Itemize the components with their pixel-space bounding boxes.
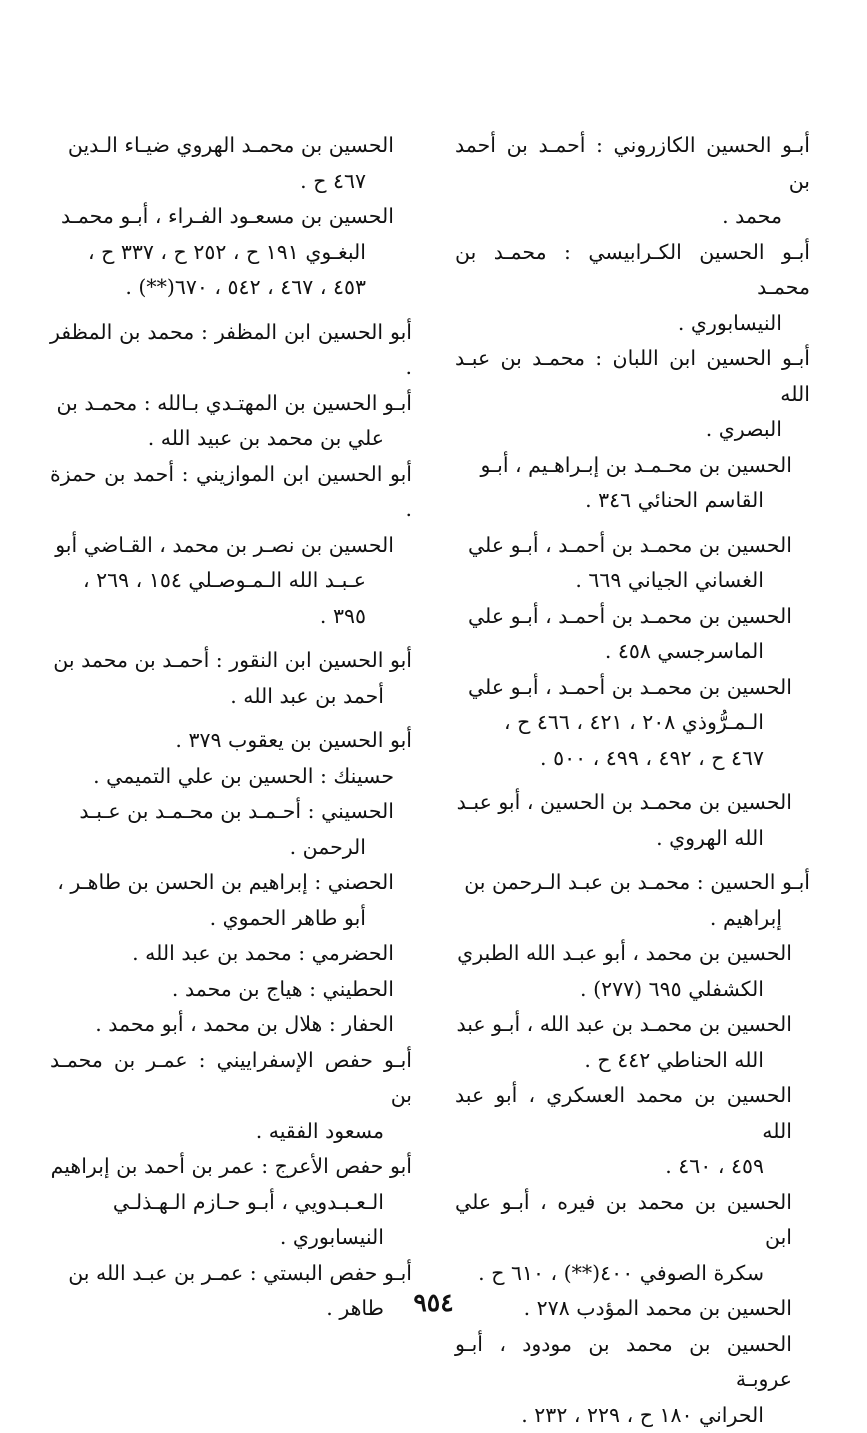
entry-continuation: ٤٦٧ ح . (50, 164, 394, 200)
index-entry (455, 528, 810, 599)
index-entry (455, 128, 810, 235)
index-entry (455, 785, 810, 856)
entry-heading: أبو الحسين بن يعقوب ٣٧٩ . (175, 728, 412, 752)
entry-heading: أبـو الحسين بن المهتـدي بـالله : محمـد بن (57, 391, 412, 415)
index-entry (455, 1007, 810, 1078)
entry-heading: أبـو حفص البستي : عمـر بن عبـد الله بن (68, 1261, 412, 1285)
entry-heading: الحسين بن محمـد بن أحمـد ، أبـو علي (468, 604, 792, 628)
entry-continuation: علي بن محمد بن عبيد الله . (50, 421, 412, 457)
entry-continuation: النيسابوري . (50, 1220, 412, 1256)
index-entry (50, 199, 412, 306)
entry-continuation: القاسم الحنائي ٣٤٦ . (455, 483, 792, 519)
entry-heading: الحسين بن محـمـد بن إبـراهـيم ، أبـو (481, 453, 792, 477)
entry-continuation: الـمـرُّوذي ٢٠٨ ، ٤٢١ ، ٤٦٦ ح ، (455, 705, 792, 741)
index-entry (50, 643, 412, 714)
entry-heading: الحسين بن محمـد بن أحمـد ، أبـو علي (468, 533, 792, 557)
entry-heading: الحسين بن محمد ، أبو عبـد الله الطبري (457, 941, 792, 965)
index-entry (455, 1185, 810, 1292)
entry-continuation: عـبـد الله الـمـوصـلي ١٥٤ ، ٢٦٩ ، (50, 563, 394, 599)
entry-continuation: الكشفلي ٦٩٥ (٢٧٧) . (455, 972, 792, 1008)
index-entry (50, 1149, 412, 1256)
entry-continuation: الله الحناطي ٤٤٢ ح . (455, 1043, 792, 1079)
entry-continuation: الماسرجسي ٤٥٨ . (455, 634, 792, 670)
index-entry (455, 670, 810, 777)
entry-heading: أبـو الحسين ابن اللبان : محمـد بن عبـد الله (455, 346, 810, 406)
index-entry (50, 315, 412, 386)
entry-continuation: محمد . (455, 199, 810, 235)
entry-continuation: طاهر . (50, 1291, 412, 1327)
entry-heading: الحضرمي : محمد بن عبد الله . (132, 941, 394, 965)
entry-continuation: الحراني ١٨٠ ح ، ٢٢٩ ، ٢٣٢ . (455, 1398, 792, 1433)
index-entry (50, 865, 412, 936)
entry-continuation: ٣٩٥ . (50, 599, 394, 635)
index-entry (50, 972, 412, 1008)
entry-continuation: سكرة الصوفي ٤٠٠(**) ، ٦١٠ ح . (455, 1256, 792, 1292)
entry-continuation: أحمد بن عبد الله . (50, 679, 412, 715)
index-entry (50, 794, 412, 865)
index-entry (50, 759, 412, 795)
entry-continuation: الغساني الجياني ٦٦٩ . (455, 563, 792, 599)
entry-continuation: ٤٦٧ ح ، ٤٩٢ ، ٤٩٩ ، ٥٠٠ . (455, 741, 792, 777)
index-entry (455, 936, 810, 1007)
entry-continuation: ٤٥٣ ، ٤٦٧ ، ٥٤٢ ، ٦٧٠(**) . (50, 270, 394, 306)
entry-heading: الحطيني : هياج بن محمد . (172, 977, 394, 1001)
entry-heading: الحسين بن محمد بن مودود ، أبـو عروبـة (455, 1332, 792, 1392)
entry-heading: الحسيني : أحـمـد بن محـمـد بن عـبـد (79, 799, 394, 823)
entry-continuation: البغـوي ١٩١ ح ، ٢٥٢ ح ، ٣٣٧ ح ، (50, 235, 394, 271)
entry-continuation: إبراهيم . (455, 901, 810, 937)
entry-heading: الحسين بن محمـد بن أحمـد ، أبـو علي (468, 675, 792, 699)
page-number: ٩٥٤ (0, 1288, 867, 1317)
entry-continuation: النيسابوري . (455, 306, 810, 342)
entry-heading: أبو الحسين ابن النقور : أحمـد بن محمد بن (53, 648, 412, 672)
index-entry (50, 1043, 412, 1150)
entry-heading: الحسين بن محمـد الهروي ضيـاء الـدين (68, 133, 394, 157)
index-entry (50, 936, 412, 972)
index-entry (50, 528, 412, 635)
index-entry (50, 457, 412, 528)
entry-heading: أبـو الحسين : محمـد بن عبـد الـرحمن بن (464, 870, 810, 894)
index-column-right (455, 128, 810, 1433)
entry-heading: الحسين بن محمـد بن عبد الله ، أبـو عبد (456, 1012, 792, 1036)
index-entry (50, 128, 412, 199)
entry-continuation: مسعود الفقيه . (50, 1114, 412, 1150)
entry-heading: أبو الحسين ابن المظفر : محمد بن المظفر . (50, 320, 412, 380)
entry-heading: أبو الحسين ابن الموازيني : أحمد بن حمزة . (50, 462, 412, 522)
entry-heading: أبـو الحسين الكازروني : أحمـد بن أحمد بن (455, 133, 810, 193)
entry-heading: الحسين بن محمد العسكري ، أبو عبد الله (455, 1083, 792, 1143)
index-entry (455, 599, 810, 670)
index-entry (455, 235, 810, 342)
entry-heading: الحصني : إبراهيم بن الحسن بن طاهـر ، (57, 870, 394, 894)
index-entry (455, 341, 810, 448)
entry-heading: حسينك : الحسين بن علي التميمي . (93, 764, 394, 788)
entry-heading: أبو حفص الأعرج : عمر بن أحمد بن إبراهيم (51, 1154, 412, 1178)
entry-heading: أبـو حفص الإسفراييني : عمـر بن محمـد بن (50, 1048, 412, 1108)
index-entry (455, 1078, 810, 1185)
index-entry (50, 1007, 412, 1043)
entry-heading: الحسين بن مسعـود الفـراء ، أبـو محمـد (61, 204, 394, 228)
entry-continuation: ٤٥٩ ، ٤٦٠ . (455, 1149, 792, 1185)
entry-heading: الحسين بن محمـد بن الحسين ، أبو عبـد (457, 790, 792, 814)
entry-continuation: أبو طاهر الحموي . (50, 901, 394, 937)
entry-continuation: الرحمن . (50, 830, 394, 866)
entry-heading: الحسين بن محمد المؤدب ٢٧٨ . (524, 1296, 792, 1320)
index-entry (50, 386, 412, 457)
index-column-left (50, 128, 412, 1327)
entry-continuation: الـعـبـدويي ، أبـو حـازم الـهـذلـي (50, 1185, 412, 1221)
entry-heading: أبـو الحسين الكـرابيسي : محمـد بن محمـد (455, 240, 810, 300)
entry-continuation: البصري . (455, 412, 810, 448)
entry-heading: الحسين بن محمد بن فيره ، أبـو علي ابن (455, 1190, 792, 1250)
entry-heading: الحسين بن نصـر بن محمد ، القـاضي أبو (55, 533, 394, 557)
index-entry (455, 865, 810, 936)
index-entry (455, 448, 810, 519)
entry-continuation: الله الهروي . (455, 821, 792, 857)
entry-heading: الحفار : هلال بن محمد ، أبو محمد . (95, 1012, 394, 1036)
index-entry (50, 723, 412, 759)
index-entry (455, 1327, 810, 1433)
